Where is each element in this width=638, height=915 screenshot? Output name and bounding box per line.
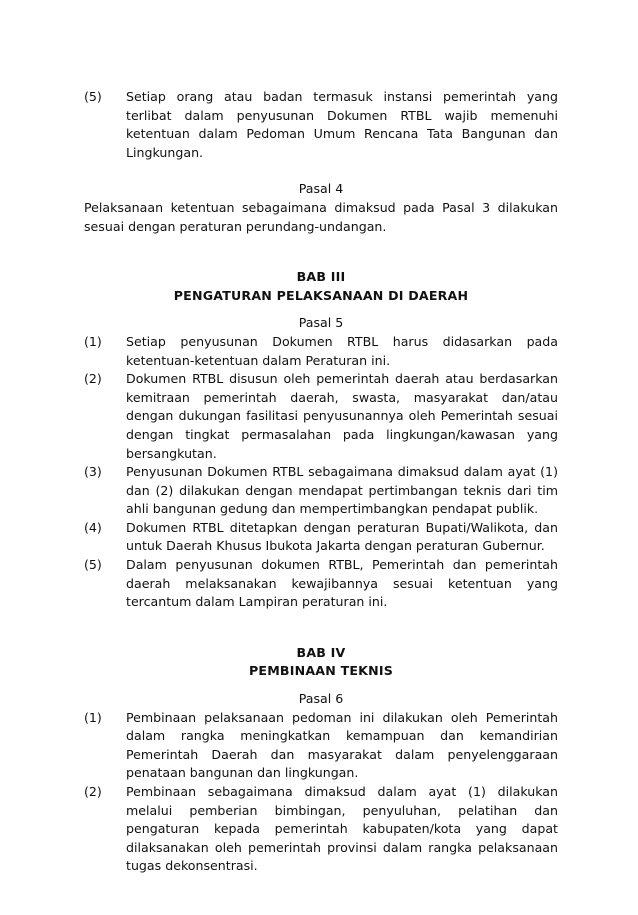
clause-item xyxy=(84,519,558,556)
clause-number: (2) xyxy=(84,371,102,387)
clause-number: (1) xyxy=(84,333,102,349)
clause-item xyxy=(84,333,558,370)
pasal-4-text: Pelaksanaan ketentuan sebagaimana dimaksud pada Pasal 3 dilakukan sesuai dengan peraturan perundang-undangan. xyxy=(84,199,558,234)
clause-number: (3) xyxy=(84,464,102,480)
clause-text: Dokumen RTBL disusun oleh pemerintah daerah atau berdasarkan kemitraan pemerintah daerah, swasta, masyarakat dan/atau dengan dukungan fasilitasi penyusunannya oleh Pemerintah sesuai dengan tingkat permasalahan pada lingkungan/kawasan yang bersangkutan. xyxy=(126,371,558,461)
document-page xyxy=(84,88,558,876)
clause-text: Pembinaan pelaksanaan pedoman ini dilakukan oleh Pemerintah dalam rangka meningkatkan kemampuan dan kemandirian Pemerintah Daerah dan masyarakat dalam penyelenggaraan penataan bangunan dan lingkungan. xyxy=(126,709,558,781)
clause-item xyxy=(84,463,558,519)
clause-item xyxy=(84,88,558,162)
pasal-4-title: Pasal 4 xyxy=(298,181,344,197)
clause-text: Penyusunan Dokumen RTBL sebagaimana dimaksud dalam ayat (1) dan (2) dilakukan dengan mendapat pertimbangan teknis dari tim ahli bangunan gedung dan mempertimbangkan pendapat publik. xyxy=(126,464,558,517)
clause-item xyxy=(84,556,558,612)
clause-number: (4) xyxy=(84,519,102,535)
clause-number: (1) xyxy=(84,709,102,725)
clause-item xyxy=(84,709,558,783)
clause-item xyxy=(84,370,558,463)
bab-3-subtitle: PENGATURAN PELAKSANAAN DI DAERAH xyxy=(173,287,469,303)
clause-text: Dalam penyusunan dokumen RTBL, Pemerintah dan pemerintah daerah melaksanakan kewajibannya sesuai ketentuan yang tercantum dalam Lampiran peraturan ini. xyxy=(126,557,558,610)
pasal-5-title: Pasal 5 xyxy=(298,315,344,331)
clause-number: (5) xyxy=(84,89,102,104)
clause-text: Setiap orang atau badan termasuk instansi pemerintah yang terlibat dalam penyusunan Dokumen RTBL wajib memenuhi ketentuan dalam Pedoman Umum Rencana Tata Bangunan dan Lingkungan. xyxy=(126,89,558,160)
clause-text: Setiap penyusunan Dokumen RTBL harus didasarkan pada ketentuan-ketentuan dalam Peraturan ini. xyxy=(126,333,558,368)
clause-number: (2) xyxy=(84,784,102,799)
pasal-6-title: Pasal 6 xyxy=(298,691,344,707)
bab-4-subtitle: PEMBINAAN TEKNIS xyxy=(248,663,394,679)
clause-item xyxy=(84,783,558,876)
clause-text: Pembinaan sebagaimana dimaksud dalam ayat (1) dilakukan melalui pemberian bimbingan, penyuluhan, pelatihan dan pengaturan kepada pemerintah kabupaten/kota yang dapat dilaksanakan oleh pemerintah provinsi dalam rangka pelaksanaan tugas dekonsentrasi. xyxy=(126,784,558,874)
clause-number: (5) xyxy=(84,557,102,573)
bab-3-title: BAB III xyxy=(296,269,346,285)
bab-4-title: BAB IV xyxy=(296,644,346,660)
clause-text: Dokumen RTBL ditetapkan dengan peraturan Bupati/Walikota, dan untuk Daerah Khusus Ibukota Jakarta dengan peraturan Gubernur. xyxy=(126,519,558,554)
